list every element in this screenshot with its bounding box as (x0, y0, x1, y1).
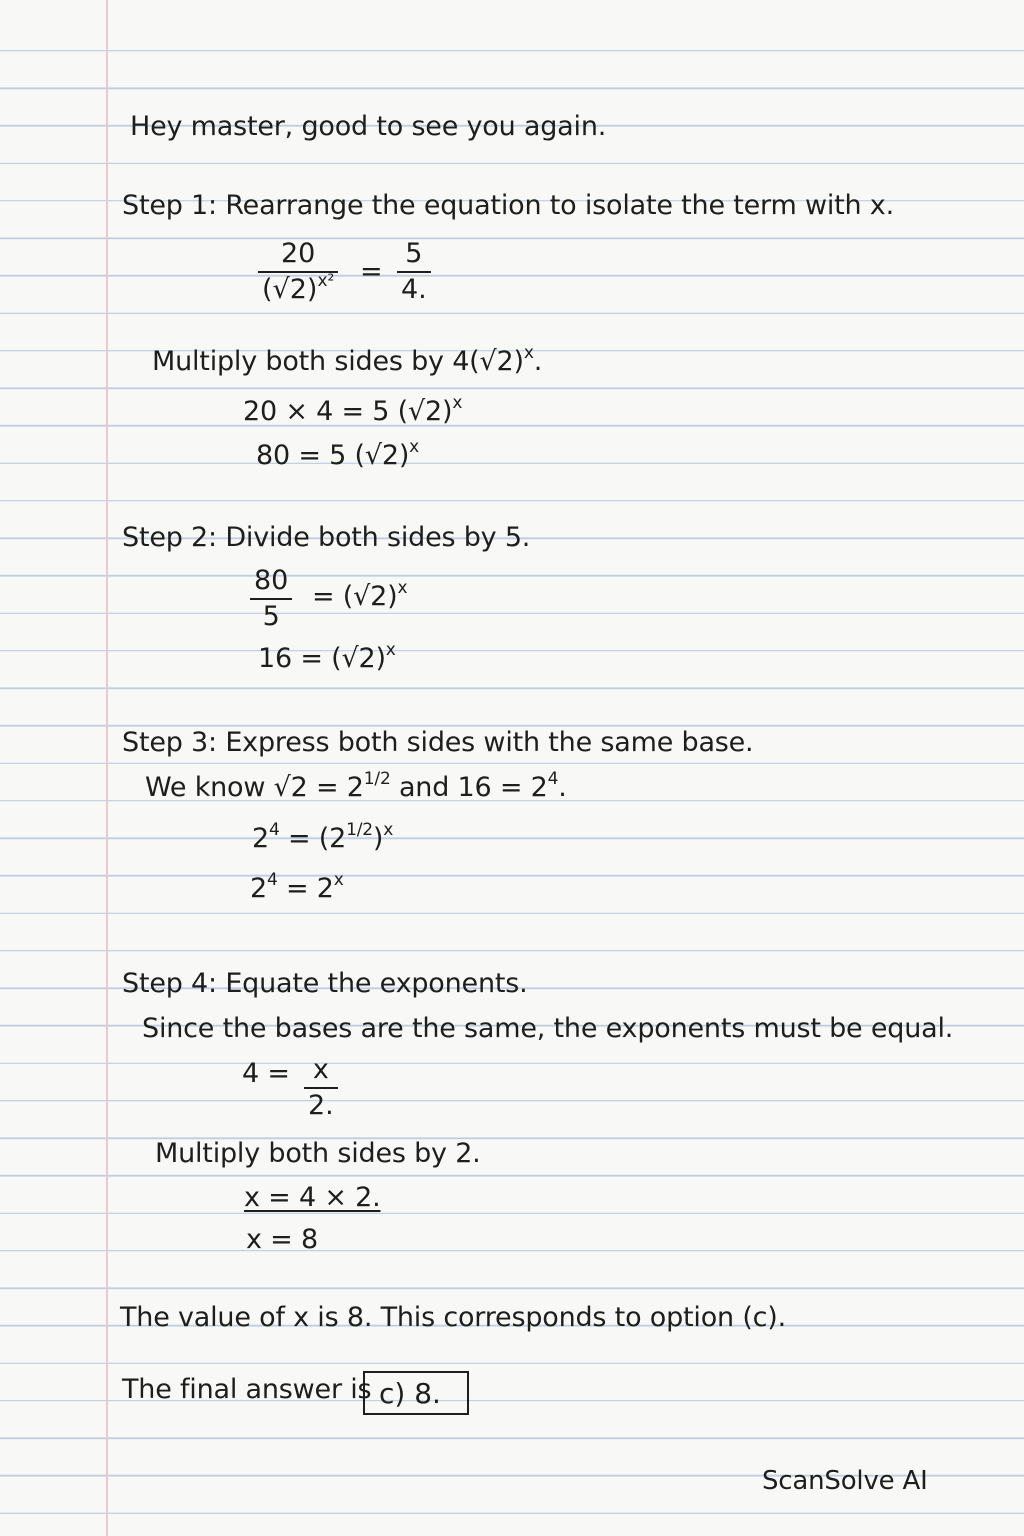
step2-line2: $16 = (√2)^x$ (258, 640, 396, 674)
step1-line2: 80 = 5 $(√2)^x$ (256, 437, 420, 471)
step3-heading: Step 3: Express both sides with the same base. (122, 727, 754, 758)
step4-multiply-text: Multiply both sides by 2. (155, 1138, 481, 1169)
step4-denominator: 2. (308, 1090, 334, 1121)
step4-fraction (304, 1054, 338, 1122)
step2-heading: Step 2: Divide both sides by 5. (122, 522, 531, 553)
step2-rhs: = $(√2)^x$ (312, 578, 408, 612)
step1-equals: = (360, 256, 383, 287)
step3-line2: $2^4 = 2^x$ (250, 870, 344, 904)
step1-lhs-denominator: $(√2)^{x^2}$ (262, 271, 335, 305)
step4-eq-lhs: 4 = (242, 1058, 290, 1089)
fraction-bar (397, 271, 431, 273)
step3-know-line: We know $√2 = 2^{1/2}$ and $16 = 2^4$. (145, 769, 567, 803)
step3-line1: $2^4 = (2^{1/2})^x$ (252, 820, 394, 854)
step2-numerator: 80 (254, 565, 289, 596)
final-answer-label: The final answer is (122, 1374, 372, 1405)
conclusion: The value of x is 8. This corresponds to option (c). (120, 1302, 787, 1333)
step4-explain: Since the bases are the same, the exponents must be equal. (142, 1013, 954, 1044)
scansolve-watermark: ScanSolve AI (762, 1466, 928, 1496)
step4-line2: x = 8 (246, 1224, 318, 1255)
step2-denominator: 5 (262, 601, 280, 632)
final-answer-value: c) 8. (379, 1377, 441, 1410)
final-answer-box (363, 1371, 469, 1415)
step1-multiply-text: Multiply both sides by $4(√2)^x$. (152, 343, 543, 377)
fraction-bar (250, 598, 292, 600)
margin-line (106, 0, 108, 1536)
step4-heading: Step 4: Equate the exponents. (122, 968, 528, 999)
step1-lhs-numerator: 20 (280, 238, 316, 269)
step1-fraction-rhs (397, 238, 431, 306)
step1-heading: Step 1: Rearrange the equation to isolate the term with x. (122, 190, 894, 221)
step1-rhs-denominator: 4. (401, 274, 427, 305)
step1-line1: 20 × 4 = 5 $(√2)^x$ (243, 393, 463, 427)
fraction-bar (304, 1087, 338, 1089)
step2-fraction (250, 565, 292, 633)
step4-numerator: x (312, 1054, 329, 1085)
step1-rhs-numerator: 5 (405, 238, 423, 269)
step1-fraction-lhs (258, 238, 338, 306)
step4-line1: x = 4 × 2. (244, 1182, 381, 1213)
greeting: Hey master, good to see you again. (130, 111, 607, 142)
